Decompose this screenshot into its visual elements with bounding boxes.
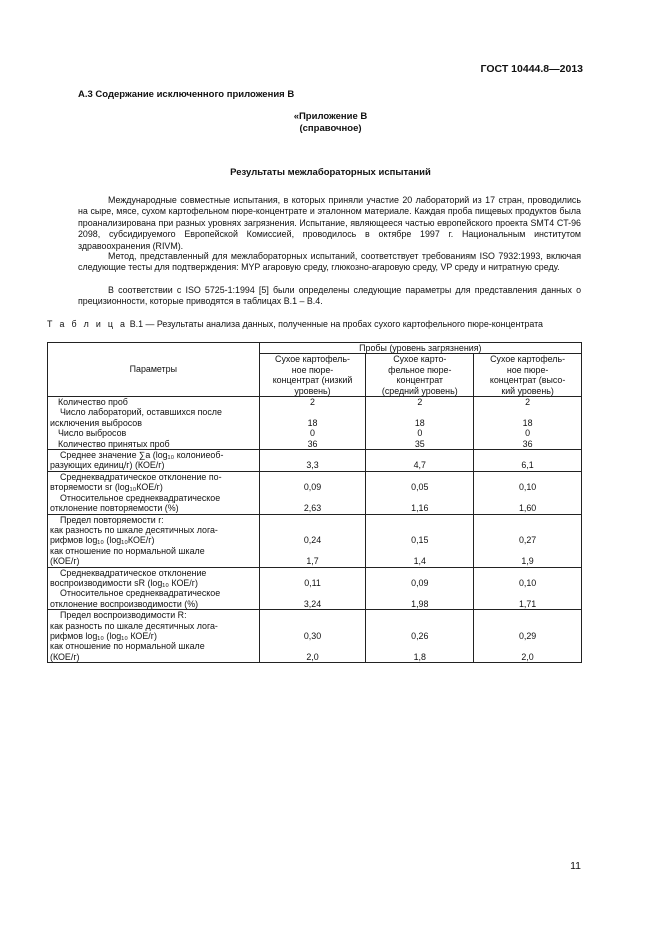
paragraph-2 — [78, 251, 581, 274]
cell-high: 1,60 — [474, 493, 582, 514]
cell-low: 0,11 — [259, 567, 366, 588]
cell-low: 0,30 2,0 — [259, 610, 366, 663]
row-label: Количество проб — [48, 397, 260, 408]
row-label: Относительное среднеквадратическое отклонение повторяемости (%) — [48, 493, 260, 514]
cell-medium: 18 — [366, 407, 474, 428]
cell-high: 0,29 2,0 — [474, 610, 582, 663]
row-label: Число выбросов — [48, 428, 260, 438]
column-header: Сухое картофель- ное пюре- концентрат (низкий уровень) — [259, 354, 366, 397]
row-label: Предел воспроизводимости R: как разность по шкале десятичных лога- рифмов log₁₀ (log₁₀ КОЕ/г) как отношение по нормальной шкале (КОЕ/г) — [48, 610, 260, 663]
page-number: 11 — [570, 860, 581, 872]
table-row — [48, 588, 582, 609]
cell-high: 0,10 — [474, 567, 582, 588]
table-caption-text: В.1 — Результаты анализа данных, полученные на пробах сухого картофельного пюре-концентрата — [127, 319, 543, 329]
cell-medium: 2 — [366, 397, 474, 408]
paragraph-text: Метод, представленный для межлабораторных испытаний, соответствует требованиям ISO 7932:1993, включая следующие тесты для подтверждения: MYP агаровую среду, глюкозно-агаровую среду, VP среду и нитратную среду. — [78, 251, 581, 273]
cell-low: 36 — [259, 439, 366, 450]
cell-high: 18 — [474, 407, 582, 428]
cell-low: 0 — [259, 428, 366, 438]
table-row — [48, 439, 582, 450]
cell-high: 36 — [474, 439, 582, 450]
paragraph-text: Международные совместные испытания, в которых приняли участие 20 лабораторий из 17 стран, проводились на сыре, мясе, сухом картофельном пюре-концентрате и эталонном материале. Каждая проба пищевых продуктов была проанализирована при разных уровнях загрязнения. Испытание, являющееся частью европейского проекта SMT4 CT-96 2098, субсидируемого Европейской Комиссией, проводилось в октябре 1997 г. Национальным институтом здравоохранения (RIVM). — [78, 195, 581, 251]
row-label: Среднеквадратическое отклонение по- вторяемости sr (log₁₀КОЕ/г) — [48, 471, 260, 492]
row-label: Среднее значение ∑a (log₁₀ колониеоб- разующих единиц/г) (КОЕ/г) — [48, 450, 260, 472]
results-table — [47, 342, 582, 663]
column-header: Сухое карто- фельное пюре- концентрат (средний уровень) — [366, 354, 474, 397]
row-label: Количество принятых проб — [48, 439, 260, 450]
table-caption-prefix: Т а б л и ц а — [47, 319, 128, 329]
paragraph-text: В соответствии с ISO 5725-1:1994 [5] были определены следующие параметры для представления данных о прецизионности, которые приводятся в таблицах В.1 – В.4. — [78, 285, 581, 307]
cell-high: 0,27 1,9 — [474, 514, 582, 567]
cell-high: 0 — [474, 428, 582, 438]
cell-medium: 0 — [366, 428, 474, 438]
annex-title: «Приложение В — [293, 111, 368, 122]
annex-heading — [0, 111, 661, 135]
cell-medium: 0,09 — [366, 567, 474, 588]
row-label: Относительное среднеквадратическое отклонение воспроизводимости (%) — [48, 588, 260, 609]
cell-medium: 4,7 — [366, 450, 474, 472]
cell-medium: 0,05 — [366, 471, 474, 492]
table-row — [48, 514, 582, 567]
cell-high: 0,10 — [474, 471, 582, 492]
table-row — [48, 567, 582, 588]
cell-low: 0,09 — [259, 471, 366, 492]
cell-low: 3,3 — [259, 450, 366, 472]
row-label: Предел повторяемости r: как разность по шкале десятичных лога- рифмов log₁₀ (log₁₀КОЕ/г) как отношение по нормальной шкале (КОЕ/г) — [48, 514, 260, 567]
table-caption — [47, 319, 581, 330]
paragraph-1 — [78, 195, 581, 252]
row-label: Среднеквадратическое отклонение воспроизводимости sR (log₁₀ КОЕ/г) — [48, 567, 260, 588]
column-header: Сухое картофель- ное пюре- концентрат (высо- кий уровень) — [474, 354, 582, 397]
cell-medium: 0,26 1,8 — [366, 610, 474, 663]
table-row — [48, 407, 582, 428]
cell-low: 18 — [259, 407, 366, 428]
row-label: Число лабораторий, оставшихся после исключения выбросов — [48, 407, 260, 428]
cell-medium: 0,15 1,4 — [366, 514, 474, 567]
cell-high: 2 — [474, 397, 582, 408]
cell-medium: 1,98 — [366, 588, 474, 609]
standard-code: ГОСТ 10444.8—2013 — [480, 63, 583, 75]
cell-low: 2,63 — [259, 493, 366, 514]
cell-high: 1,71 — [474, 588, 582, 609]
results-title: Результаты межлабораторных испытаний — [230, 167, 431, 178]
group-header: Пробы (уровень загрязнения) — [259, 343, 581, 354]
table-row — [48, 450, 582, 472]
cell-low: 0,24 1,7 — [259, 514, 366, 567]
paragraph-3 — [78, 285, 581, 308]
table-row — [48, 397, 582, 408]
cell-medium: 35 — [366, 439, 474, 450]
cell-high: 6,1 — [474, 450, 582, 472]
table-row — [48, 471, 582, 492]
cell-medium: 1,16 — [366, 493, 474, 514]
cell-low: 3,24 — [259, 588, 366, 609]
table-row — [48, 428, 582, 438]
annex-subtitle: (справочное) — [299, 123, 362, 134]
section-title: А.3 Содержание исключенного приложения В — [78, 89, 295, 100]
table-row — [48, 493, 582, 514]
cell-low: 2 — [259, 397, 366, 408]
table-row — [48, 610, 582, 663]
param-header: Параметры — [48, 343, 260, 397]
